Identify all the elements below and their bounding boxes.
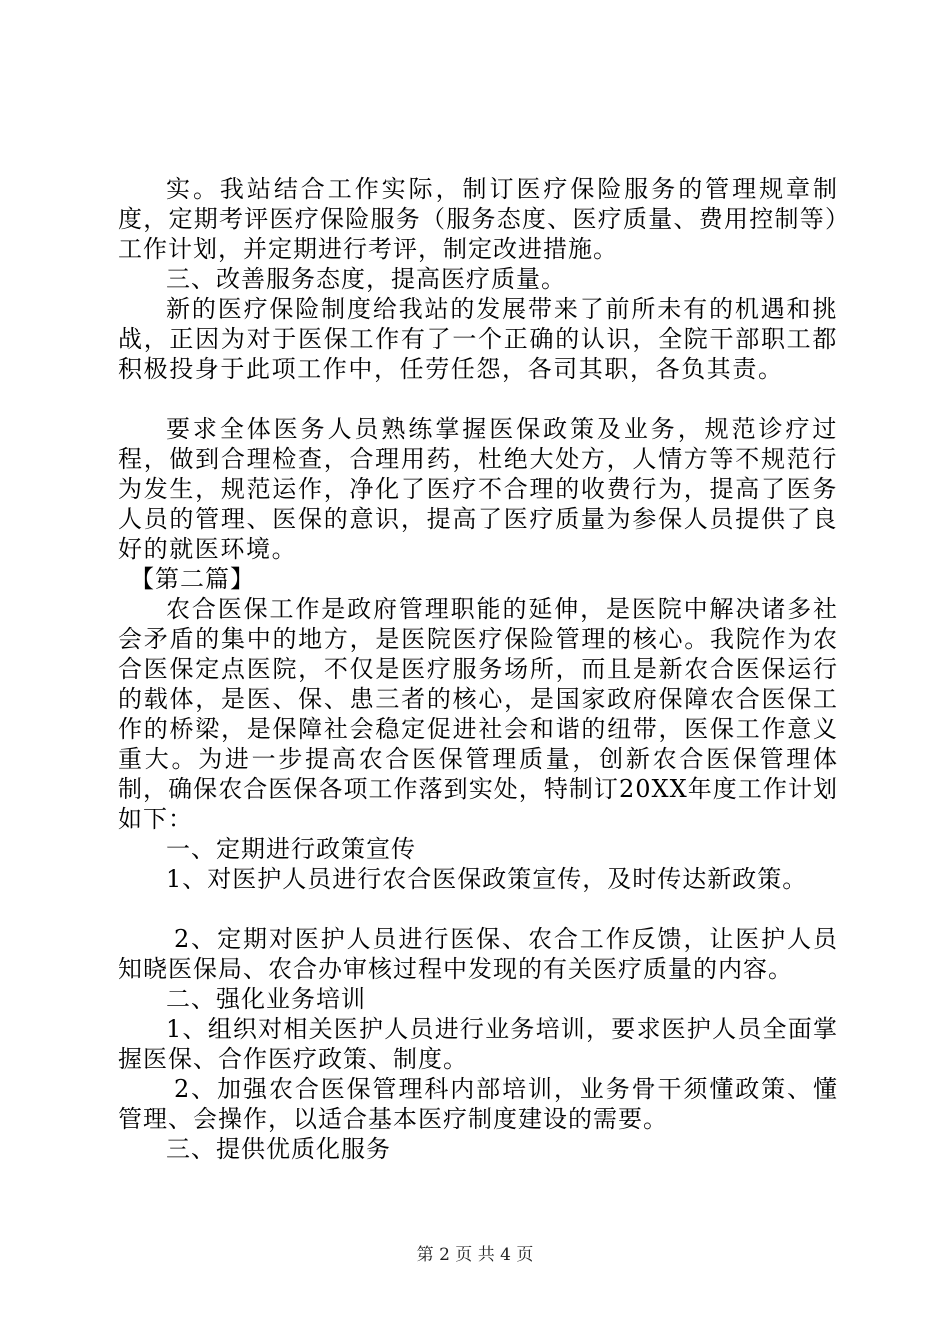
heading-training: 二、强化业务培训 (166, 985, 366, 1013)
paragraph-regulations: 实。我站结合工作实际，制订医疗保险服务的管理规章制度，定期考评医疗保险服务（服务态度、医疗质量、费用控制等）工作计划，并定期进行考评，制定改进措施。 (118, 175, 838, 263)
item-training-2: 2、加强农合医保管理科内部培训，业务骨干须懂政策、懂管理、会操作，以适合基本医疗制度建设的需要。 (118, 1075, 838, 1133)
document-body (118, 174, 838, 1164)
item-policy-2: 2、定期对医护人员进行医保、农合工作反馈，让医护人员知晓医保局、农合办审核过程中发现的有关医疗质量的内容。 (118, 925, 838, 983)
item-training-1: 1、组织对相关医护人员进行业务培训，要求医护人员全面掌握医保、合作医疗政策、制度。 (118, 1015, 838, 1073)
section-title-second: 【第二篇】 (130, 565, 255, 593)
paragraph-requirements: 要求全体医务人员熟练掌握医保政策及业务，规范诊疗过程，做到合理检查，合理用药，杜绝大处方，人情方等不规范行为发生，规范运作，净化了医疗不合理的收费行为，提高了医务人员的管理、医保的意识，提高了医疗质量为参保人员提供了良好的就医环境。 (118, 415, 838, 563)
paragraph-new-system: 新的医疗保险制度给我站的发展带来了前所未有的机遇和挑战，正因为对于医保工作有了一个正确的认识，全院干部职工都积极投身于此项工作中，任劳任怨，各司其职，各负其责。 (118, 295, 838, 383)
heading-quality-service: 三、提供优质化服务 (166, 1135, 391, 1163)
heading-policy-promotion: 一、定期进行政策宣传 (166, 835, 416, 863)
page-footer: 第 2 页 共 4 页 (416, 1245, 534, 1265)
paragraph-intro: 农合医保工作是政府管理职能的延伸，是医院中解决诸多社会矛盾的集中的地方，是医院医疗保险管理的核心。我院作为农合医保定点医院，不仅是医疗服务场所，而且是新农合医保运行的载体，是医、保、患三者的核心，是国家政府保障农合医保工作的桥梁，是保障社会稳定促进社会和谐的纽带，医保工作意义重大。为进一步提高农合医保管理质量，创新农合医保管理体制，确保农合医保各项工作落到实处，特制订20XX年度工作计划如下： (118, 595, 838, 833)
item-policy-1: 1、对医护人员进行农合医保政策宣传，及时传达新政策。 (166, 865, 808, 893)
heading-improve-service: 三、改善服务态度，提高医疗质量。 (166, 265, 566, 293)
